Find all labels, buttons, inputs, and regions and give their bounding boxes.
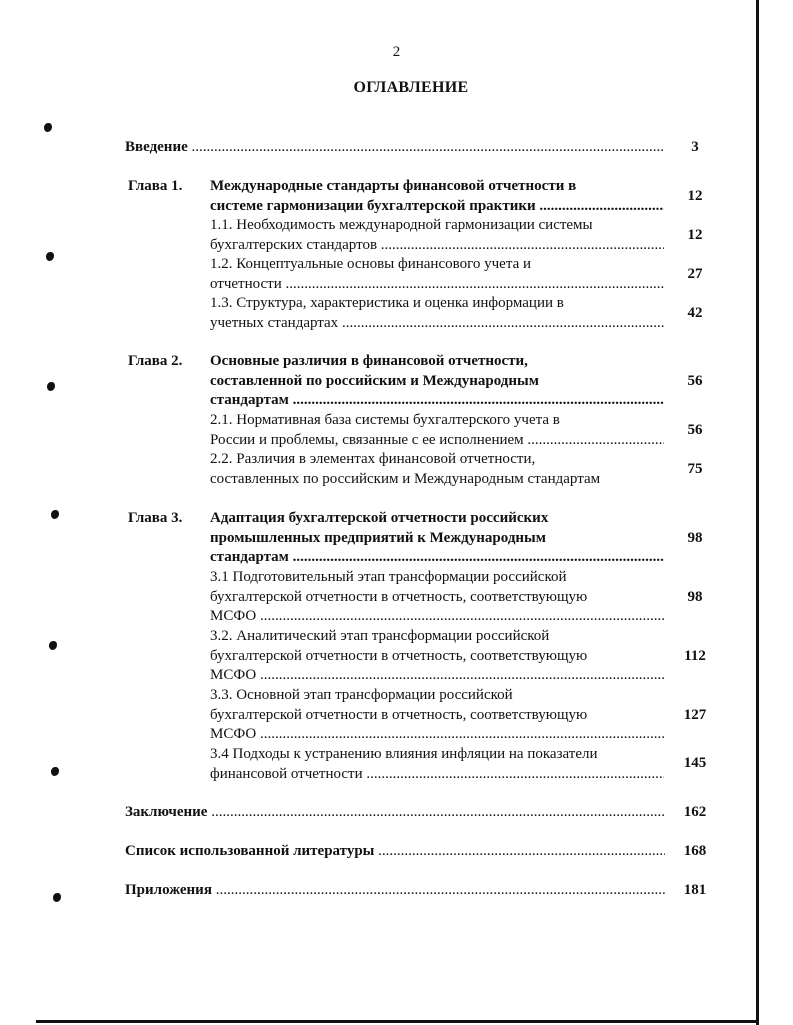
- chapter-1-title: Международные стандарты финансовой отчетности в системе гармонизации бухгалтерской практики .....: [210, 177, 664, 216]
- toc-entry-references[interactable]: [0, 842, 793, 862]
- page-number: 2: [392, 44, 401, 60]
- section-1-1[interactable]: 1.1. Необходимость международной гармонизации системы бухгалтерских стандартов .....: [210, 216, 664, 255]
- toc-entry-conclusion[interactable]: [0, 803, 793, 823]
- punch-hole-mark: [44, 123, 52, 132]
- conclusion-label: Заключение .....: [125, 803, 665, 823]
- section-3-3[interactable]: 3.3. Основной этап трансформации российской бухгалтерской отчетности в отчетность, соответствующую МСФО .....: [210, 686, 664, 745]
- appendices-label: Приложения .....: [125, 881, 665, 901]
- section-3-4[interactable]: 3.4 Подходы к устранению влияния инфляции на показатели финансовой отчетности .....: [210, 745, 664, 784]
- section-2-2[interactable]: 2.2. Различия в элементах финансовой отчетности, составленных по российским и Международным стандартам: [210, 451, 601, 487]
- references-page: 168: [683, 843, 707, 859]
- toc-entry-intro[interactable]: [0, 138, 793, 158]
- section-3-1-page: 98: [687, 589, 703, 605]
- section-2-2-page: 75: [687, 461, 703, 477]
- toc-title: ОГЛАВЛЕНИЕ: [353, 79, 469, 96]
- section-1-3[interactable]: 1.3. Структура, характеристика и оценка информации в учетных стандартах .....: [210, 294, 664, 333]
- chapter-1-page: 12: [687, 188, 703, 204]
- section-3-3-page: 127: [683, 707, 707, 723]
- references-label: Список использованной литературы .....: [125, 842, 665, 862]
- intro-label: Введение .....: [125, 138, 665, 158]
- chapter-2-label: Глава 2.: [128, 353, 183, 369]
- toc-chapter-1[interactable]: [0, 177, 793, 337]
- chapter-3-page: 98: [687, 530, 703, 546]
- section-3-2[interactable]: 3.2. Аналитический этап трансформации российской бухгалтерской отчетности в отчетность, соответствующую МСФО .....: [210, 627, 664, 686]
- section-3-4-page: 145: [683, 755, 707, 771]
- section-3-2-page: 112: [684, 648, 706, 664]
- toc-chapter-3[interactable]: [0, 509, 793, 789]
- section-1-2-page: 27: [687, 266, 703, 282]
- chapter-3-title: Адаптация бухгалтерской отчетности российских промышленных предприятий к Международным стандартам .....: [210, 509, 664, 568]
- appendices-page: 181: [683, 882, 707, 898]
- chapter-3-label: Глава 3.: [128, 510, 183, 526]
- section-3-1[interactable]: 3.1 Подготовительный этап трансформации российской бухгалтерской отчетности в отчетность, соответствующую МСФО .....: [210, 568, 664, 627]
- chapter-1-label: Глава 1.: [128, 178, 183, 194]
- intro-page: 3: [691, 139, 699, 155]
- section-1-2[interactable]: 1.2. Концептуальные основы финансового учета и отчетности .....: [210, 255, 664, 294]
- section-2-1[interactable]: 2.1. Нормативная база системы бухгалтерского учета в России и проблемы, связанные с ее исполнением .....: [210, 411, 664, 450]
- toc-entry-appendices[interactable]: [0, 881, 793, 901]
- toc-chapter-2[interactable]: [0, 352, 793, 492]
- chapter-2-page: 56: [687, 373, 703, 389]
- conclusion-page: 162: [683, 804, 707, 820]
- section-2-1-page: 56: [687, 422, 703, 438]
- page-frame-bottom: [36, 1020, 759, 1023]
- section-1-3-page: 42: [687, 305, 703, 321]
- section-1-1-page: 12: [687, 227, 703, 243]
- chapter-2-title: Основные различия в финансовой отчетности, составленной по российским и Международным стандартам .....: [210, 352, 664, 411]
